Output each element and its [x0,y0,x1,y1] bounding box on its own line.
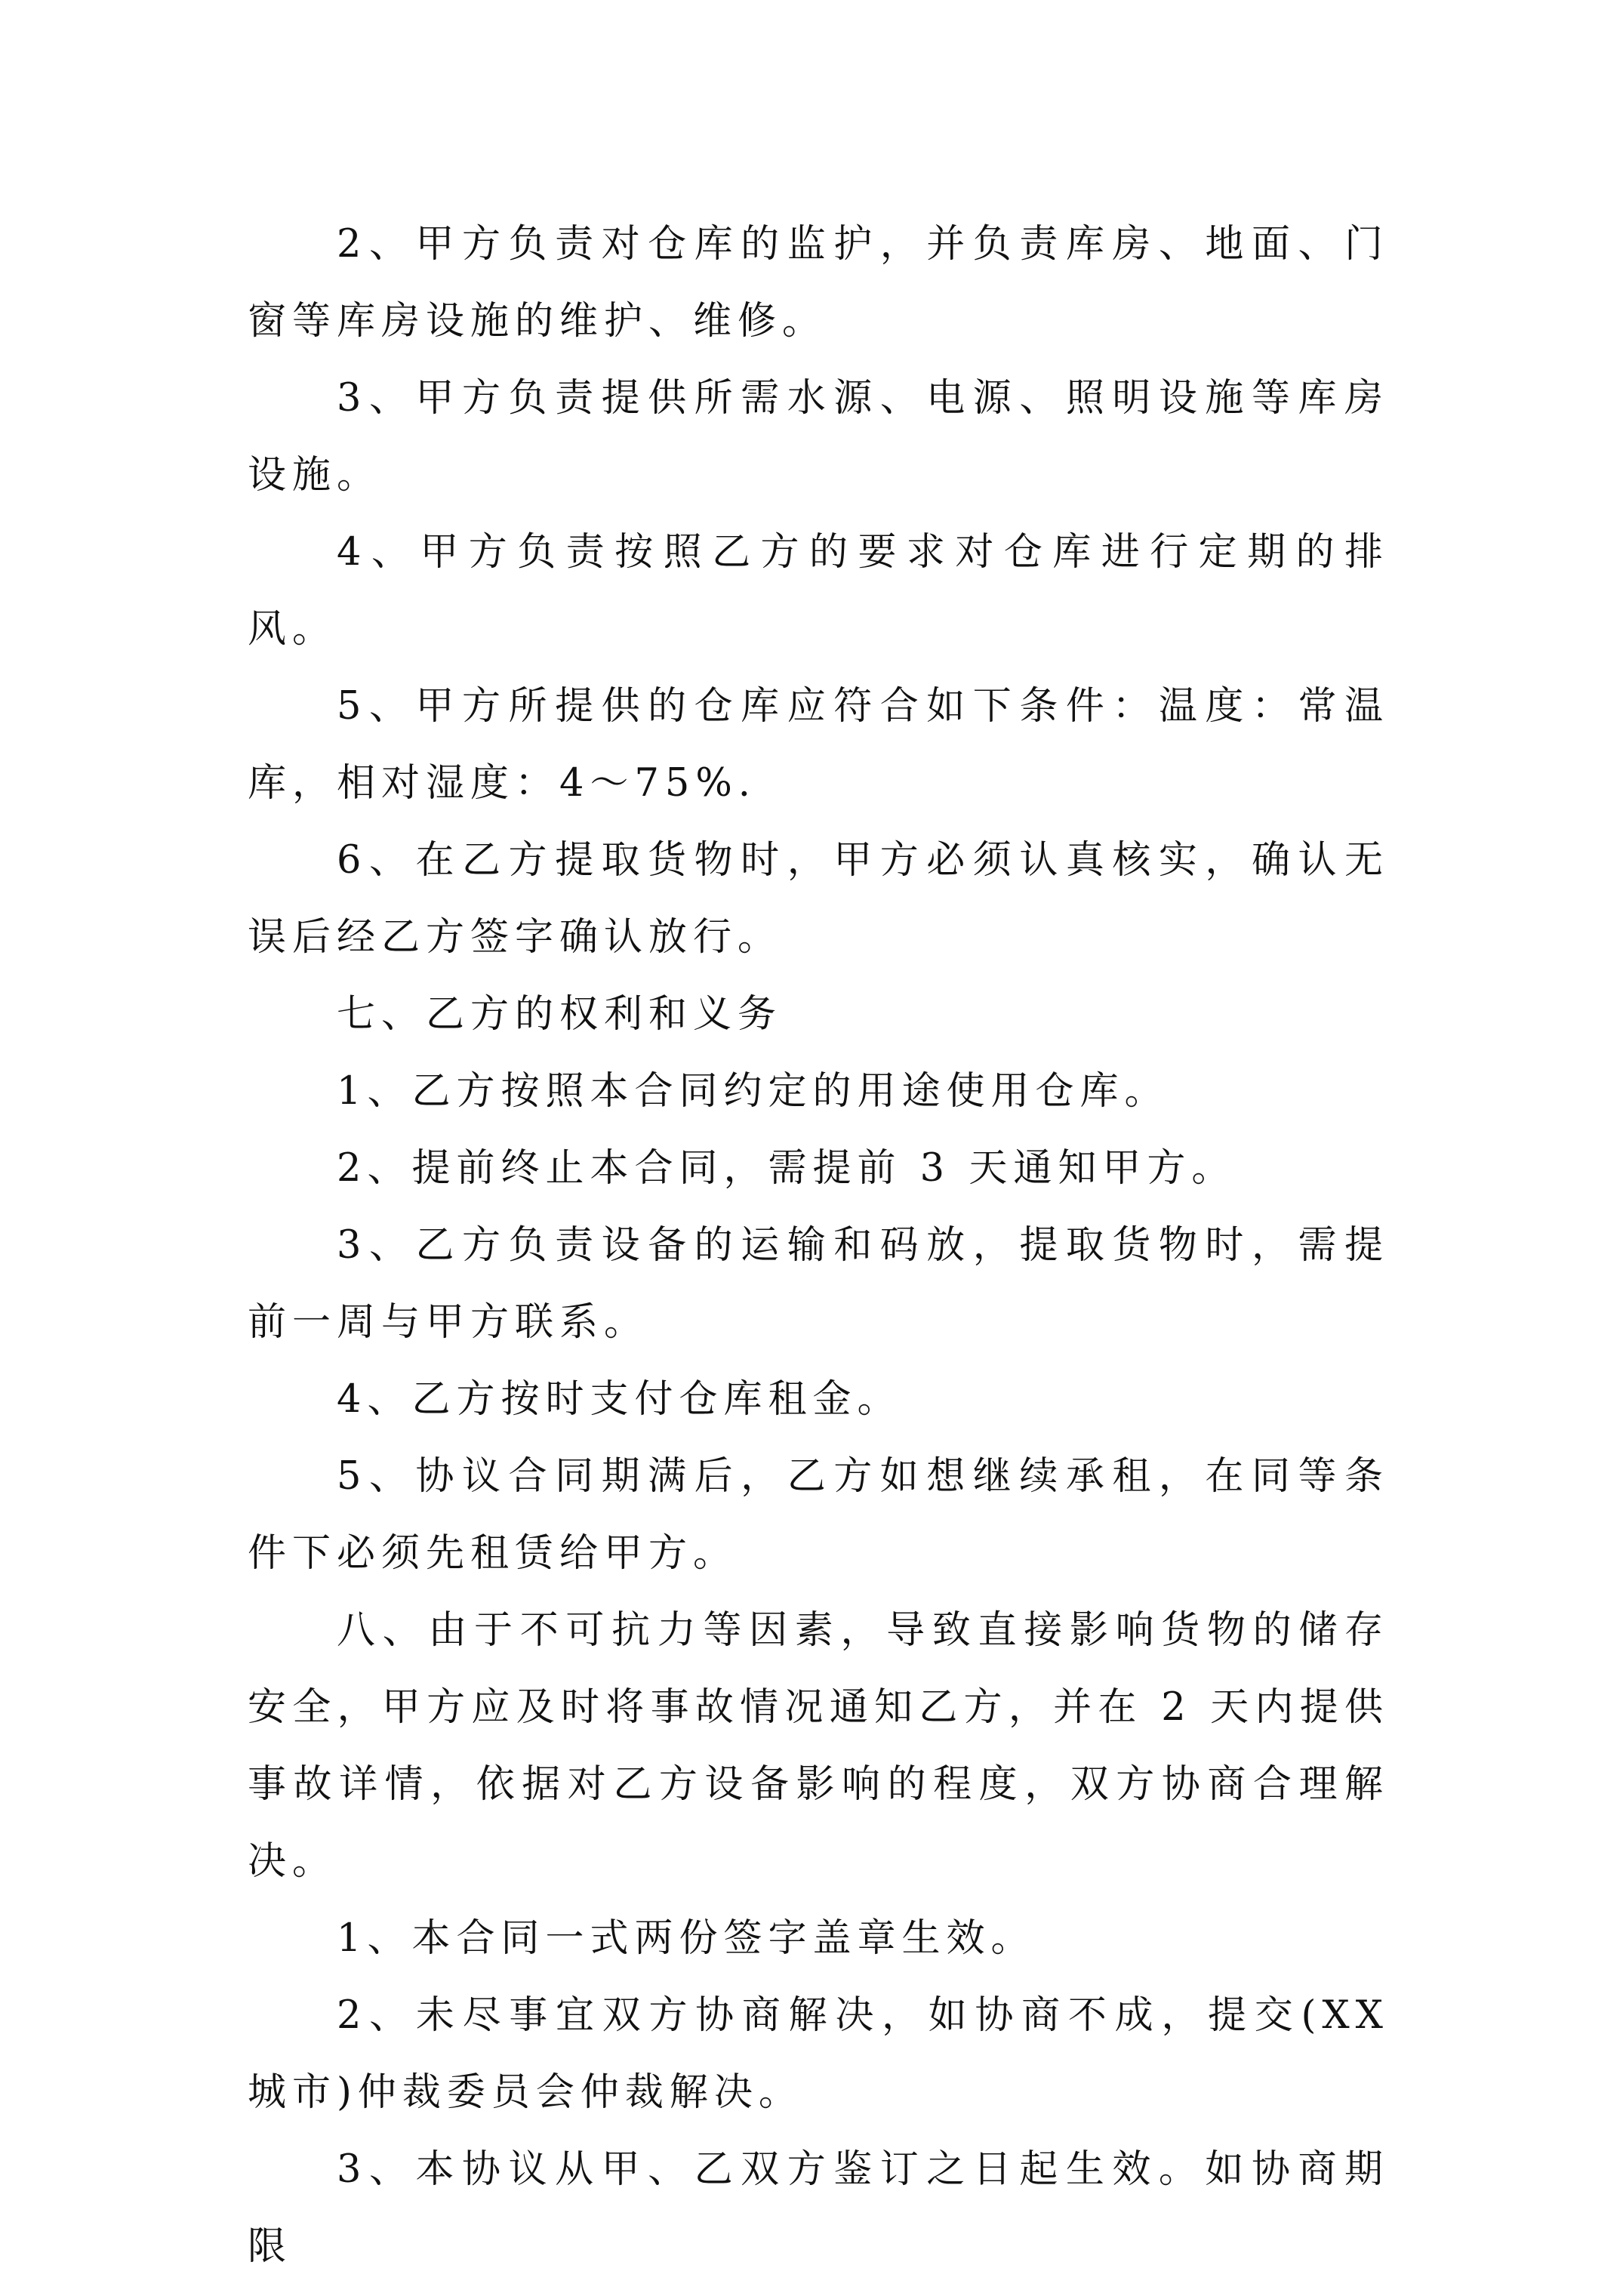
paragraph-pickup-verification: 6、在乙方提取货物时，甲方必须认真核实，确认无误后经乙方签字确认放行。 [248,838,1389,960]
paragraph-utilities: 3、甲方负责提供所需水源、电源、照明设施等库房设施。 [248,376,1389,498]
paragraph-ventilation: 4、甲方负责按照乙方的要求对仓库进行定期的排风。 [248,530,1389,652]
paragraph-copies: 1、本合同一式两份签字盖章生效。 [337,1916,1036,1961]
paragraph-warehouse-supervision: 2、甲方负责对仓库的监护，并负责库房、地面、门窗等库房设施的维护、维修。 [248,222,1389,344]
paragraph-arbitration: 2、未尽事宜双方协商解决，如协商不成，提交(XX 城市)仲裁委员会仲裁解决。 [248,1993,1389,2115]
paragraph-transport-stacking: 3、乙方负责设备的运输和码放，提取货物时，需提前一周与甲方联系。 [248,1223,1389,1345]
paragraph-storage-conditions: 5、甲方所提供的仓库应符合如下条件：温度：常温库，相对湿度：4～75%. [248,684,1389,806]
paragraph-rent-payment: 4、乙方按时支付仓库租金。 [337,1377,902,1422]
paragraph-force-majeure: 八、由于不可抗力等因素，导致直接影响货物的储存安全，甲方应及时将事故情况通知乙方，并在 2 天内提供事故详情，依据对乙方设备影响的程度，双方协商合理解决。 [248,1608,1389,1884]
document-body [248,206,1389,2285]
paragraph-early-termination: 2、提前终止本合同，需提前 3 天通知甲方。 [337,1146,1236,1191]
paragraph-effective-date: 3、本协议从甲、乙双方鉴订之日起生效。如协商期限 [248,2147,1389,2269]
paragraph-renewal-priority: 5、协议合同期满后，乙方如想继续承租，在同等条件下必须先租赁给甲方。 [248,1454,1389,1576]
section-heading-party-b-rights: 七、乙方的权利和义务 [337,992,783,1037]
paragraph-agreed-use: 1、乙方按照本合同约定的用途使用仓库。 [337,1069,1169,1114]
